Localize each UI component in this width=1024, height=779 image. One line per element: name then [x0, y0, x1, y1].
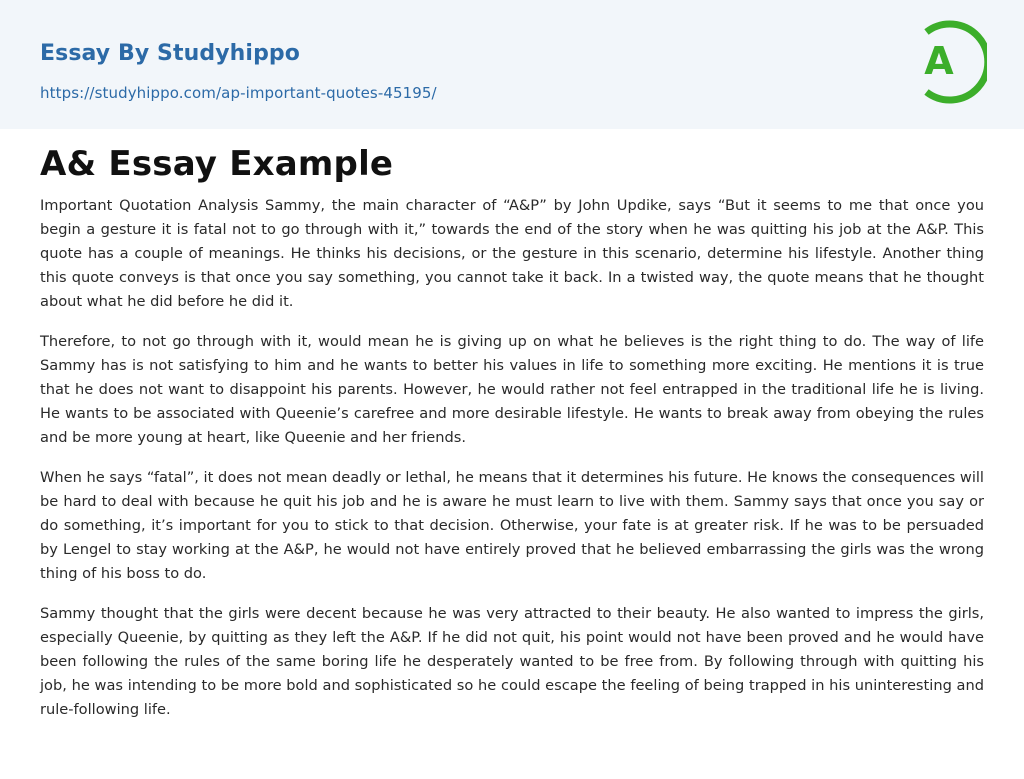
article-title: A& Essay Example — [40, 144, 394, 184]
logo-letter: A — [924, 39, 954, 83]
article-paragraph: Important Quotation Analysis Sammy, the main character of “A&P” by John Updike, says “But it seems to me that once you begin a gesture it is fatal not to go through with it,” towards the end of the story when he was quitting his job at the A&P. This quote has a couple of meanings. He thinks his decisions, or the gesture in this scenario, determine his lifestyle. Another thing this quote conveys is that once you say something, you cannot take it back. In a twisted way, the quote means that he thought about what he did before he did it. — [40, 197, 984, 310]
source-url-link[interactable]: https://studyhippo.com/ap-important-quotes-45195/ — [40, 84, 437, 102]
article-paragraph: When he says “fatal”, it does not mean deadly or lethal, he means that it determines his future. He knows the consequences will be hard to deal with because he quit his job and he is aware he must learn to live with them. Sammy says that once you say or do something, it’s important for you to stick to that decision. Otherwise, your fate is at greater risk. If he was to be persuaded by Lengel to stay working at the A&P, he would not have entirely proved that he believed embarrassing the girls was the wrong thing of his boss to do. — [40, 469, 984, 582]
site-brand: Essay By Studyhippo — [40, 41, 300, 66]
article-paragraph: Sammy thought that the girls were decent because he was very attracted to their beauty. He also wanted to impress the girls, especially Queenie, by quitting as they left the A&P. If he did not quit, his point would not have been proved and he would have been following the rules of the same boring life he desperately wanted to be free from. By following through with quitting his job, he was intending to be more bold and sophisticated so he could escape the feeling of being trapped in his uninteresting and rule-following life. — [40, 605, 984, 718]
article-paragraph: Therefore, to not go through with it, would mean he is giving up on what he believes is the right thing to do. The way of life Sammy has is not satisfying to him and he wants to better his values in life to something more exciting. He mentions it is true that he does not want to disappoint his parents. However, he would rather not feel entrapped in the traditional life he is living. He wants to be associated with Queenie’s carefree and more desirable lifestyle. He wants to break away from obeying the rules and be more young at heart, like Queenie and her friends. — [40, 333, 984, 446]
page-header — [0, 0, 1024, 129]
studyhippo-logo-icon[interactable] — [911, 19, 987, 105]
article-body — [40, 194, 984, 738]
